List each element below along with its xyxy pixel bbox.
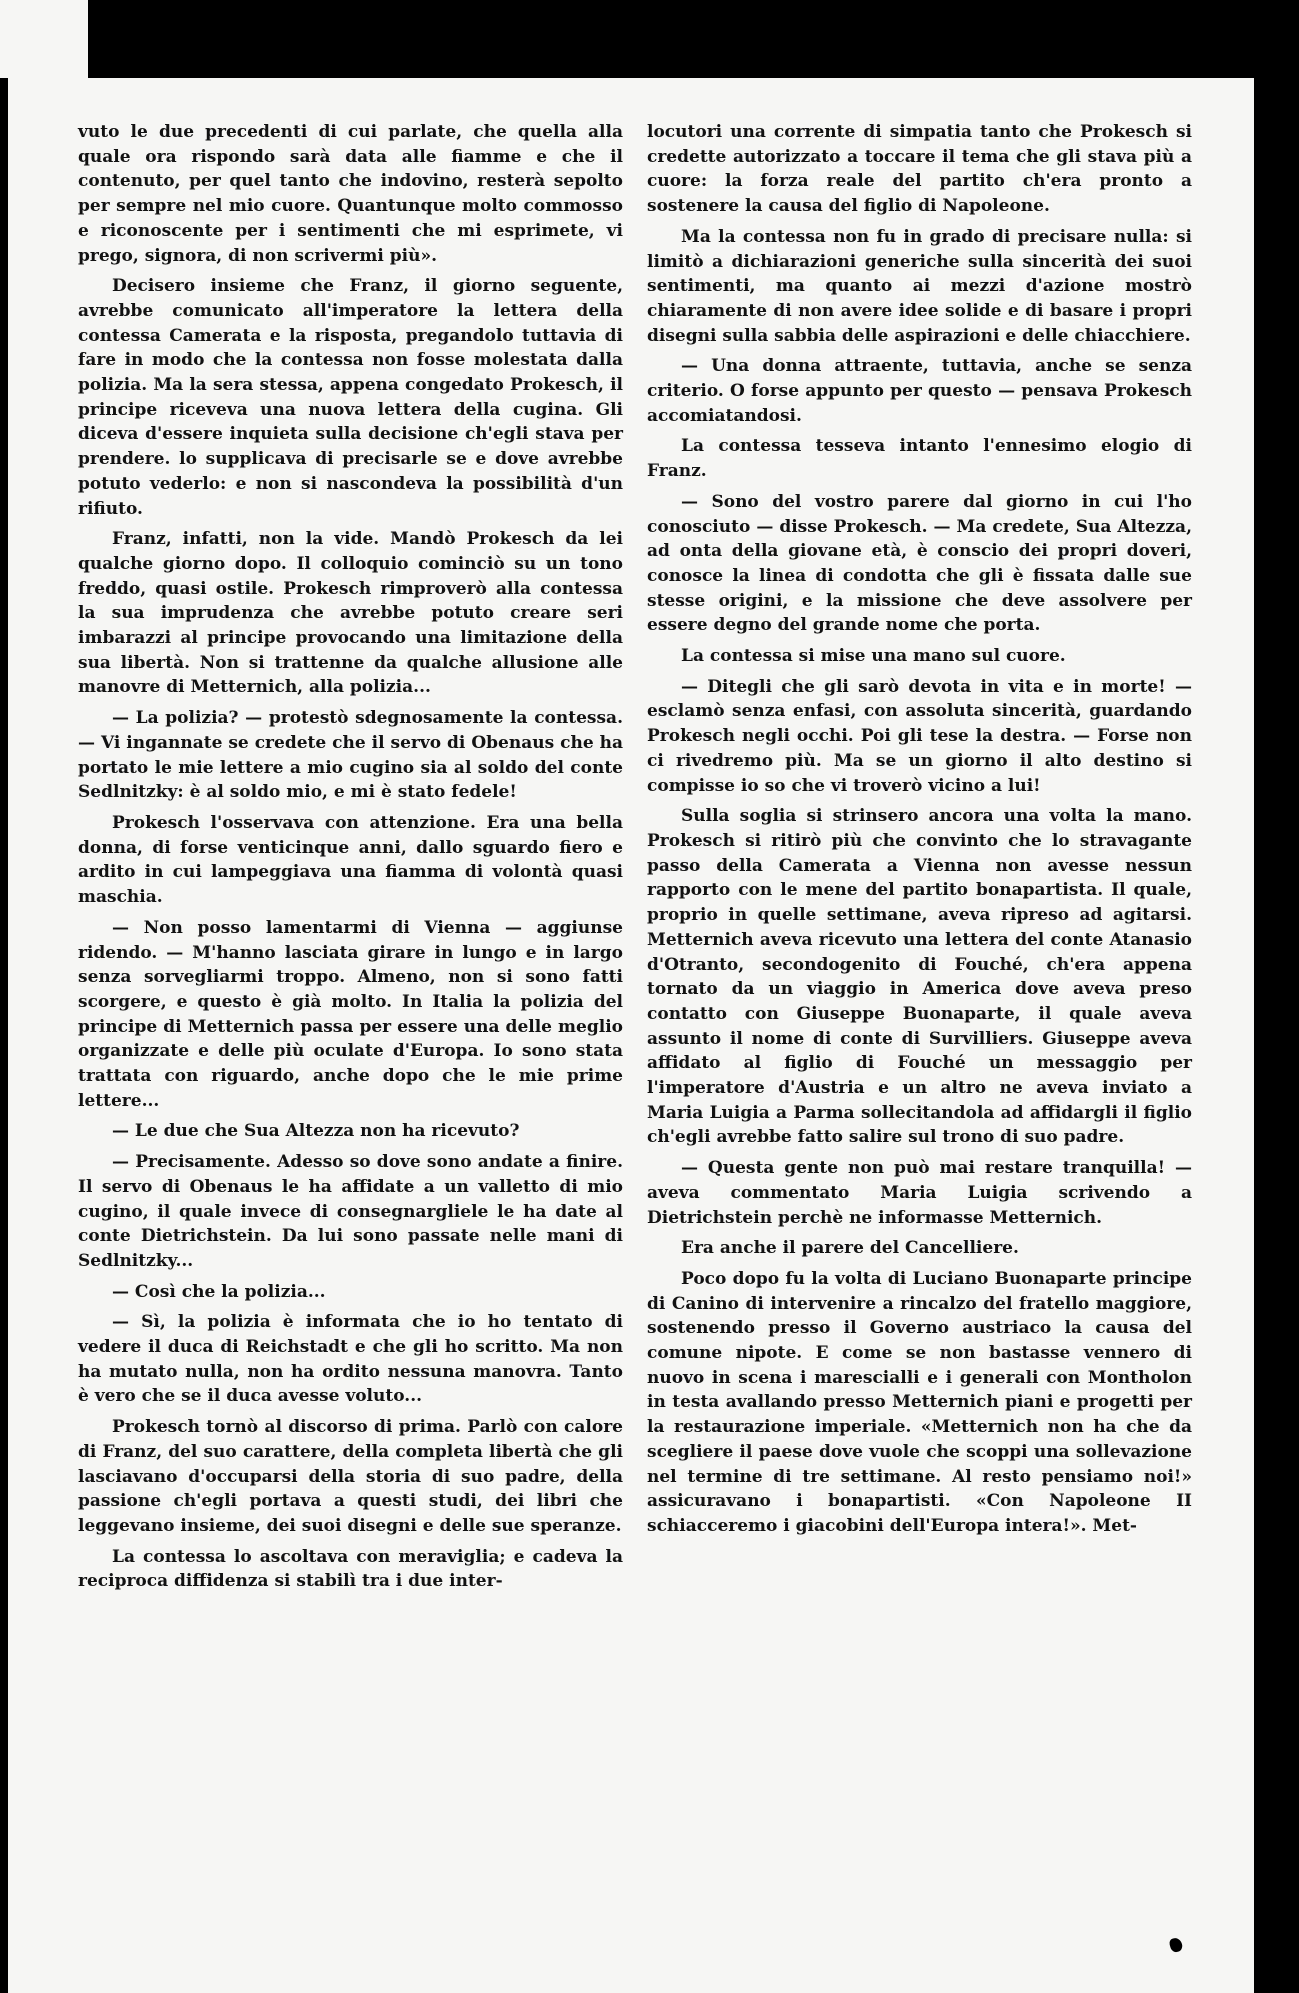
paragraph: Era anche il parere del Cancelliere. bbox=[681, 1238, 1019, 1259]
paragraph: Franz, infatti, non la vide. Mandò Prokesch da lei qualche giorno dopo. Il colloquio cominciò su un tono freddo, quasi ostile. Prokesch rimproverò alla contessa la sua imprudenza che avrebbe potuto creare seri imbarazzi al principe provocando una limitazione della sua libertà. Non si trattenne da qualche allusione alle manovre di Metternich, alla polizia... bbox=[78, 529, 623, 698]
paragraph: locutori una corrente di simpatia tanto che Prokesch si credette autorizzato a toccare il tema che gli stava più a cuore: la forza reale del partito ch'era pronto a sostenere la causa del figlio di Napoleone. bbox=[647, 122, 1192, 217]
scan-corner bbox=[0, 0, 88, 78]
paragraph: Ma la contessa non fu in grado di precisare nulla: si limitò a dichiarazioni generiche sulla sincerità dei suoi sentimenti, ma quanto ai mezzi d'azione mostrò chiaramente di non avere idee solide e di basare i propri disegni sulla sabbia delle aspirazioni e delle chiacchiere. bbox=[647, 226, 1192, 346]
paragraph: — Sono del vostro parere dal giorno in cui l'ho conosciuto — disse Prokesch. — Ma credete, Sua Altezza, ad onta della giovane età, è conscio dei propri doveri, conosce la linea di condotta che gli è fissata dalle sue stesse origini, e la missione che deve assolvere per essere degno del grande nome che porta. bbox=[647, 491, 1192, 636]
scan-dark-border-right bbox=[1254, 0, 1299, 1993]
text-column-left bbox=[78, 120, 623, 1594]
paragraph: Poco dopo fu la volta di Luciano Buonaparte principe di Canino di intervenire a rincalzo del fratello maggiore, sostenendo presso il Governo austriaco la causa del comune nipote. E come se non bastasse vennero di nuovo in scena i marescialli e i generali con Montholon in testa avallando presso Metternich piani e progetti per la restaurazione imperiale. «Metternich non ha che da scegliere il paese dove vuole che scoppi una sollevazione nel termine di tre settimane. Al resto pensiamo noi!» assicuravano i bonapartisti. «Con Napoleone II schiacceremo i giacobini dell'Europa intera!». Met- bbox=[647, 1268, 1192, 1536]
paragraph: Prokesch l'osservava con attenzione. Era una bella donna, di forse venticinque anni, dallo sguardo fiero e ardito in cui lampeggiava una fiamma di volontà quasi maschia. bbox=[78, 812, 623, 908]
paragraph: — Ditegli che gli sarò devota in vita e in morte! — esclamò senza enfasi, con assoluta sincerità, guardando Prokesch negli occhi. Poi gli tese la destra. — Forse non ci rivedremo più. Ma se un giorno il alto destino si compisse io so che vi troverò vicino a lui! bbox=[647, 676, 1192, 796]
scan-dark-border-left bbox=[0, 78, 8, 1993]
paragraph: Prokesch tornò al discorso di prima. Parlò con calore di Franz, del suo carattere, della completa libertà che gli lasciavano d'occuparsi della storia di suo padre, della passione ch'egli portava a questi studi, dei libri che leggevano insieme, dei suoi disegni e delle sue speranze. bbox=[78, 1417, 623, 1536]
paragraph: La contessa si mise una mano sul cuore. bbox=[681, 646, 1066, 667]
paragraph: — Sì, la polizia è informata che io ho tentato di vedere il duca di Reichstadt e che gli ho scritto. Ma non ha mutato nulla, non ha ordito nessuna manovra. Tanto è vero che se il duca avesse voluto... bbox=[78, 1312, 623, 1407]
paragraph: — La polizia? — protestò sdegnosamente la contessa. — Vi ingannate se credete che il servo di Obenaus che ha portato le mie lettere a mio cugino sia al soldo del conte Sedlnitzky: è al soldo mio, e mi è stato fedele! bbox=[78, 708, 623, 803]
text-column-right bbox=[647, 120, 1192, 1539]
paragraph: — Una donna attraente, tuttavia, anche se senza criterio. O forse appunto per questo — pensava Prokesch accomiatandosi. bbox=[647, 356, 1192, 426]
paragraph: — Questa gente non può mai restare tranquilla! — aveva commentato Maria Luigia scrivendo a Dietrichstein perchè ne informasse Metternich. bbox=[647, 1158, 1192, 1228]
paragraph: — Così che la polizia... bbox=[112, 1281, 326, 1302]
paragraph: La contessa tesseva intanto l'ennesimo elogio di Franz. bbox=[647, 436, 1192, 482]
paragraph: vuto le due precedenti di cui parlate, che quella alla quale ora rispondo sarà data alle fiamme e che il contenuto, per quel tanto che indovino, resterà sepolto per sempre nel mio cuore. Quantunque molto commosso e riconoscente per i sentimenti che mi esprimete, vi prego, signora, di non scrivermi più». bbox=[78, 122, 623, 266]
paragraph: — Le due che Sua Altezza non ha ricevuto? bbox=[112, 1121, 520, 1142]
paragraph: — Precisamente. Adesso so dove sono andate a finire. Il servo di Obenaus le ha affidate a un valletto di mio cugino, il quale invece di consegnargliele le ha date al conte Dietrichstein. Da lui sono passate nelle mani di Sedlnitzky... bbox=[78, 1152, 623, 1271]
scan-dark-border-top bbox=[0, 0, 1299, 78]
paragraph: — Non posso lamentarmi di Vienna — aggiunse ridendo. — M'hanno lasciata girare in lungo e in largo senza sorvegliarmi troppo. Almeno, non si sono fatti scorgere, e questo è già molto. In Italia la polizia del principe di Metternich passa per essere una delle meglio organizzate e delle più oculate d'Europa. Io sono stata trattata con riguardo, anche dopo che le mie prime lettere... bbox=[78, 917, 623, 1111]
paragraph: Sulla soglia si strinsero ancora una volta la mano. Prokesch si ritirò più che convinto che lo stravagante passo della Camerata a Vienna non avesse nessun rapporto con le mene del partito bonapartista. Il quale, proprio in quelle settimane, aveva ripreso ad agitarsi. Metternich aveva ricevuto una lettera del conte Atanasio d'Otranto, secondogenito di Fouché, ch'era appena tornato da un viaggio in America dove aveva preso contatto con Giuseppe Buonaparte, il quale aveva assunto il nome di conte di Survilliers. Giuseppe aveva affidato al figlio di Fouché un messaggio per l'imperatore d'Austria e un altro ne aveva inviato a Maria Luigia a Parma sollecitandola ad affidargli il figlio ch'egli avrebbe fatto salire sul trono di suo padre. bbox=[647, 806, 1192, 1148]
paragraph: Decisero insieme che Franz, il giorno seguente, avrebbe comunicato all'imperatore la lettera della contessa Camerata e la risposta, pregandolo tuttavia di fare in modo che la contessa non fosse molestata dalla polizia. Ma la sera stessa, appena congedato Prokesch, il principe riceveva una nuova lettera della cugina. Gli diceva d'essere inquieta sulla decisione ch'egli stava per prendere. lo supplicava di precisarle se e dove avrebbe potuto vederlo: e non si nascondeva la possibilità d'un rifiuto. bbox=[78, 276, 623, 519]
paragraph: La contessa lo ascoltava con meraviglia; e cadeva la reciproca diffidenza si stabilì tra i due inter- bbox=[78, 1546, 623, 1592]
ink-mark bbox=[1168, 1937, 1183, 1954]
